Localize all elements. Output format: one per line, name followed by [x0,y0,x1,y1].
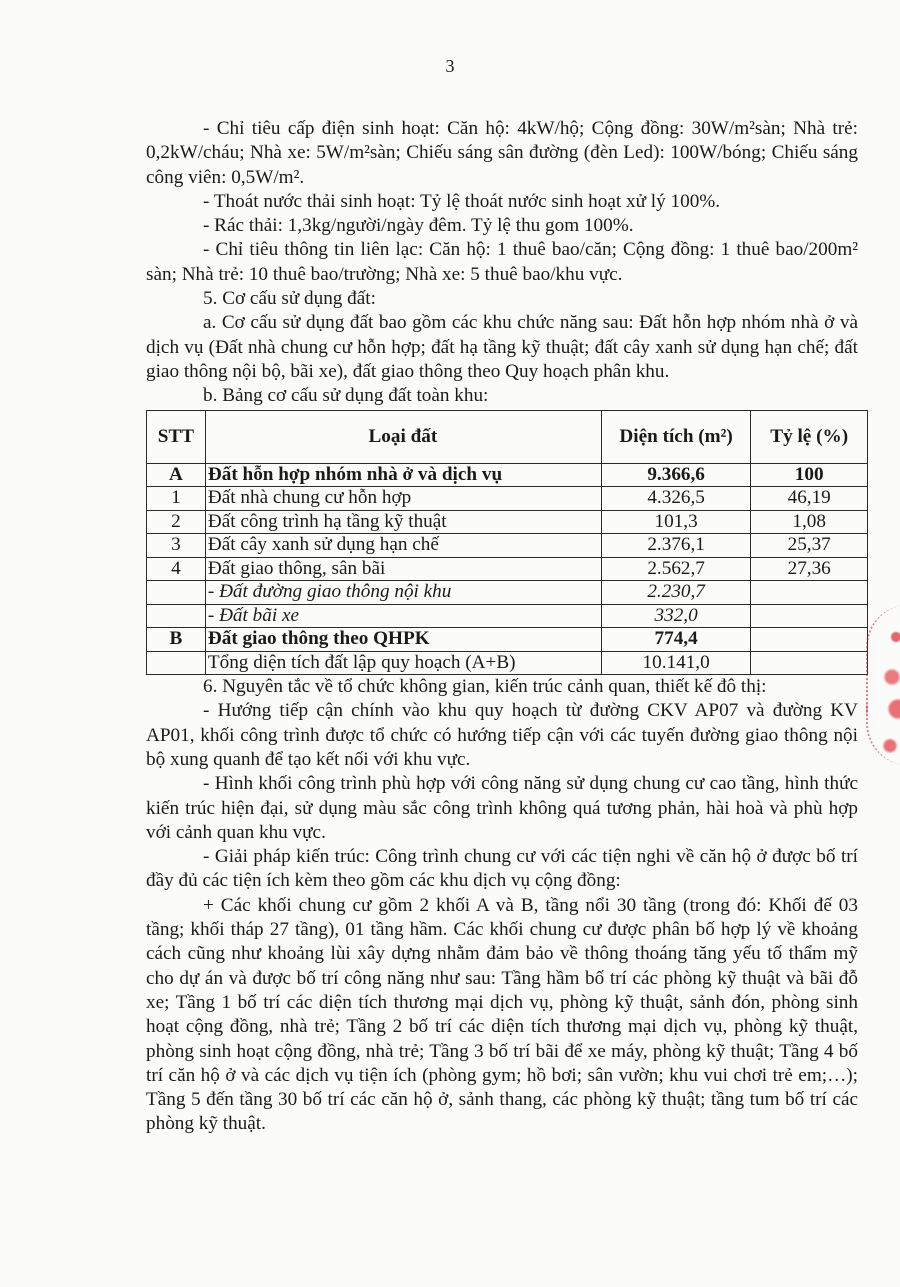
cell-land-type: Đất nhà chung cư hỗn hợp [205,487,601,511]
table-row [147,581,868,605]
table-row [147,534,868,558]
cell-ratio [751,628,868,652]
cell-ratio: 1,08 [751,510,868,534]
cell-land-type: Đất giao thông theo QHPK [205,628,601,652]
cell-ratio [751,581,868,605]
cell-stt: 4 [147,557,206,581]
cell-stt [147,604,206,628]
cell-area: 2.230,7 [601,581,751,605]
paragraph-power-criteria: - Chỉ tiêu cấp điện sinh hoạt: Căn hộ: 4kW/hộ; Cộng đồng: 30W/m²sàn; Nhà trẻ: 0,2kW/cháu; Nhà xe: 5W/m²sàn; Chiếu sáng sân đường (đèn Led): 100W/bóng; Chiếu sáng công viên: 0,5W/m². [146,118,858,188]
cell-ratio: 27,36 [751,557,868,581]
table-row [147,487,868,511]
cell-stt: B [147,628,206,652]
section-heading-land-use: 5. Cơ cấu sử dụng đất: [203,288,376,310]
cell-ratio [751,604,868,628]
table-row [147,628,868,652]
cell-stt [147,581,206,605]
cell-stt: A [147,463,206,487]
land-use-table [146,410,868,676]
cell-stt: 1 [147,487,206,511]
section-heading-spatial-principles: 6. Nguyên tắc về tổ chức không gian, kiến trúc cảnh quan, thiết kế đô thị: [203,676,767,698]
table-row [147,510,868,534]
cell-stt: 3 [147,534,206,558]
header-stt: STT [147,410,206,463]
cell-land-type: - Đất bãi xe [205,604,601,628]
red-seal-stamp [866,605,900,765]
cell-area: 2.562,7 [601,557,751,581]
table-row [147,557,868,581]
paragraph-building-blocks: + Các khối chung cư gồm 2 khối A và B, tầng nổi 30 tầng (trong đó: Khối đế 03 tầng; khối tháp 27 tầng), 01 tầng hầm. Các khối chung cư được phân bố hợp lý về khoảng cách cũng như khoảng lùi xây dựng nhằm đảm bảo về thông thoáng tăng yếu tố thẩm mỹ cho dự án và được bố trí công năng như sau: Tầng hầm bố trí các phòng kỹ thuật và bãi đỗ xe; Tầng 1 bố trí các diện tích thương mại dịch vụ, phòng kỹ thuật, sảnh đón, phòng sinh hoạt cộng đồng, nhà trẻ; Tầng 2 bố trí các diện tích thương mại dịch vụ, phòng kỹ thuật, phòng sinh hoạt cộng đồng, nhà trẻ; Tầng 3 bố trí bãi để xe máy, phòng kỹ thuật; Tầng 4 bố trí căn hộ ở và các dịch vụ tiện ích (phòng gym; hồ bơi; sân vườn; khu vui chơi trẻ em;…); Tầng 5 đến tầng 30 bố trí các căn hộ ở, sảnh thang, các phòng kỹ thuật; tầng tum bố trí các phòng kỹ thuật. [146,894,858,1135]
cell-land-type: - Đất đường giao thông nội khu [205,581,601,605]
paragraph-architectural-solution: - Giải pháp kiến trúc: Công trình chung cư với các tiện nghi về căn hộ ở được bố trí đầy đủ các tiện ích kèm theo gồm các khu dịch vụ cộng đồng: [146,846,858,892]
cell-area: 332,0 [601,604,751,628]
cell-land-type: Đất công trình hạ tầng kỹ thuật [205,510,601,534]
cell-land-type: Tổng diện tích đất lập quy hoạch (A+B) [205,651,601,675]
cell-land-type: Đất cây xanh sử dụng hạn chế [205,534,601,558]
paragraph-building-form: - Hình khối công trình phù hợp với công năng sử dụng chung cư cao tầng, hình thức kiến trúc hiện đại, sử dụng màu sắc công trình không quá tương phản, hài hoà và phù hợp với cảnh quan khu vực. [146,773,858,843]
cell-area: 9.366,6 [601,463,751,487]
cell-ratio: 25,37 [751,534,868,558]
document-body [146,117,858,1137]
paragraph-access-direction: - Hướng tiếp cận chính vào khu quy hoạch từ đường CKV AP07 và đường KV AP01, khối công trình được tổ chức có hướng tiếp cận với các tuyến đường giao thông nội bộ xung quanh để tạo kết nối với khu vực. [146,700,858,770]
cell-area: 2.376,1 [601,534,751,558]
paragraph-wastewater: - Thoát nước thải sinh hoạt: Tỷ lệ thoát nước sinh hoạt xử lý 100%. [203,190,721,212]
cell-ratio: 100 [751,463,868,487]
table-row [147,463,868,487]
cell-area: 4.326,5 [601,487,751,511]
table-caption: b. Bảng cơ cấu sử dụng đất toàn khu: [203,385,489,407]
cell-area: 10.141,0 [601,651,751,675]
cell-area: 774,4 [601,628,751,652]
table-header-row [147,410,868,463]
cell-ratio [751,651,868,675]
cell-stt [147,651,206,675]
header-ratio: Tỷ lệ (%) [751,410,868,463]
cell-land-type: Đất giao thông, sân bãi [205,557,601,581]
cell-land-type: Đất hỗn hợp nhóm nhà ở và dịch vụ [205,463,601,487]
cell-stt: 2 [147,510,206,534]
paragraph-land-use-structure: a. Cơ cấu sử dụng đất bao gồm các khu chức năng sau: Đất hỗn hợp nhóm nhà ở và dịch vụ (Đất nhà chung cư hỗn hợp; đất hạ tầng kỹ thuật; đất cây xanh sử dụng hạn chế; đất giao thông nội bộ, bãi xe), đất giao thông theo Quy hoạch phân khu. [146,312,858,382]
cell-ratio: 46,19 [751,487,868,511]
cell-area: 101,3 [601,510,751,534]
header-land-type: Loại đất [205,410,601,463]
header-area: Diện tích (m²) [601,410,751,463]
paragraph-solid-waste: - Rác thải: 1,3kg/người/ngày đêm. Tỷ lệ thu gom 100%. [203,215,634,237]
table-row-total [147,651,868,675]
page-number: 3 [445,56,455,76]
table-row [147,604,868,628]
paragraph-telecom: - Chỉ tiêu thông tin liên lạc: Căn hộ: 1 thuê bao/căn; Cộng đồng: 1 thuê bao/200m² sàn; Nhà trẻ: 10 thuê bao/trường; Nhà xe: 5 thuê bao/khu vực. [146,239,858,285]
